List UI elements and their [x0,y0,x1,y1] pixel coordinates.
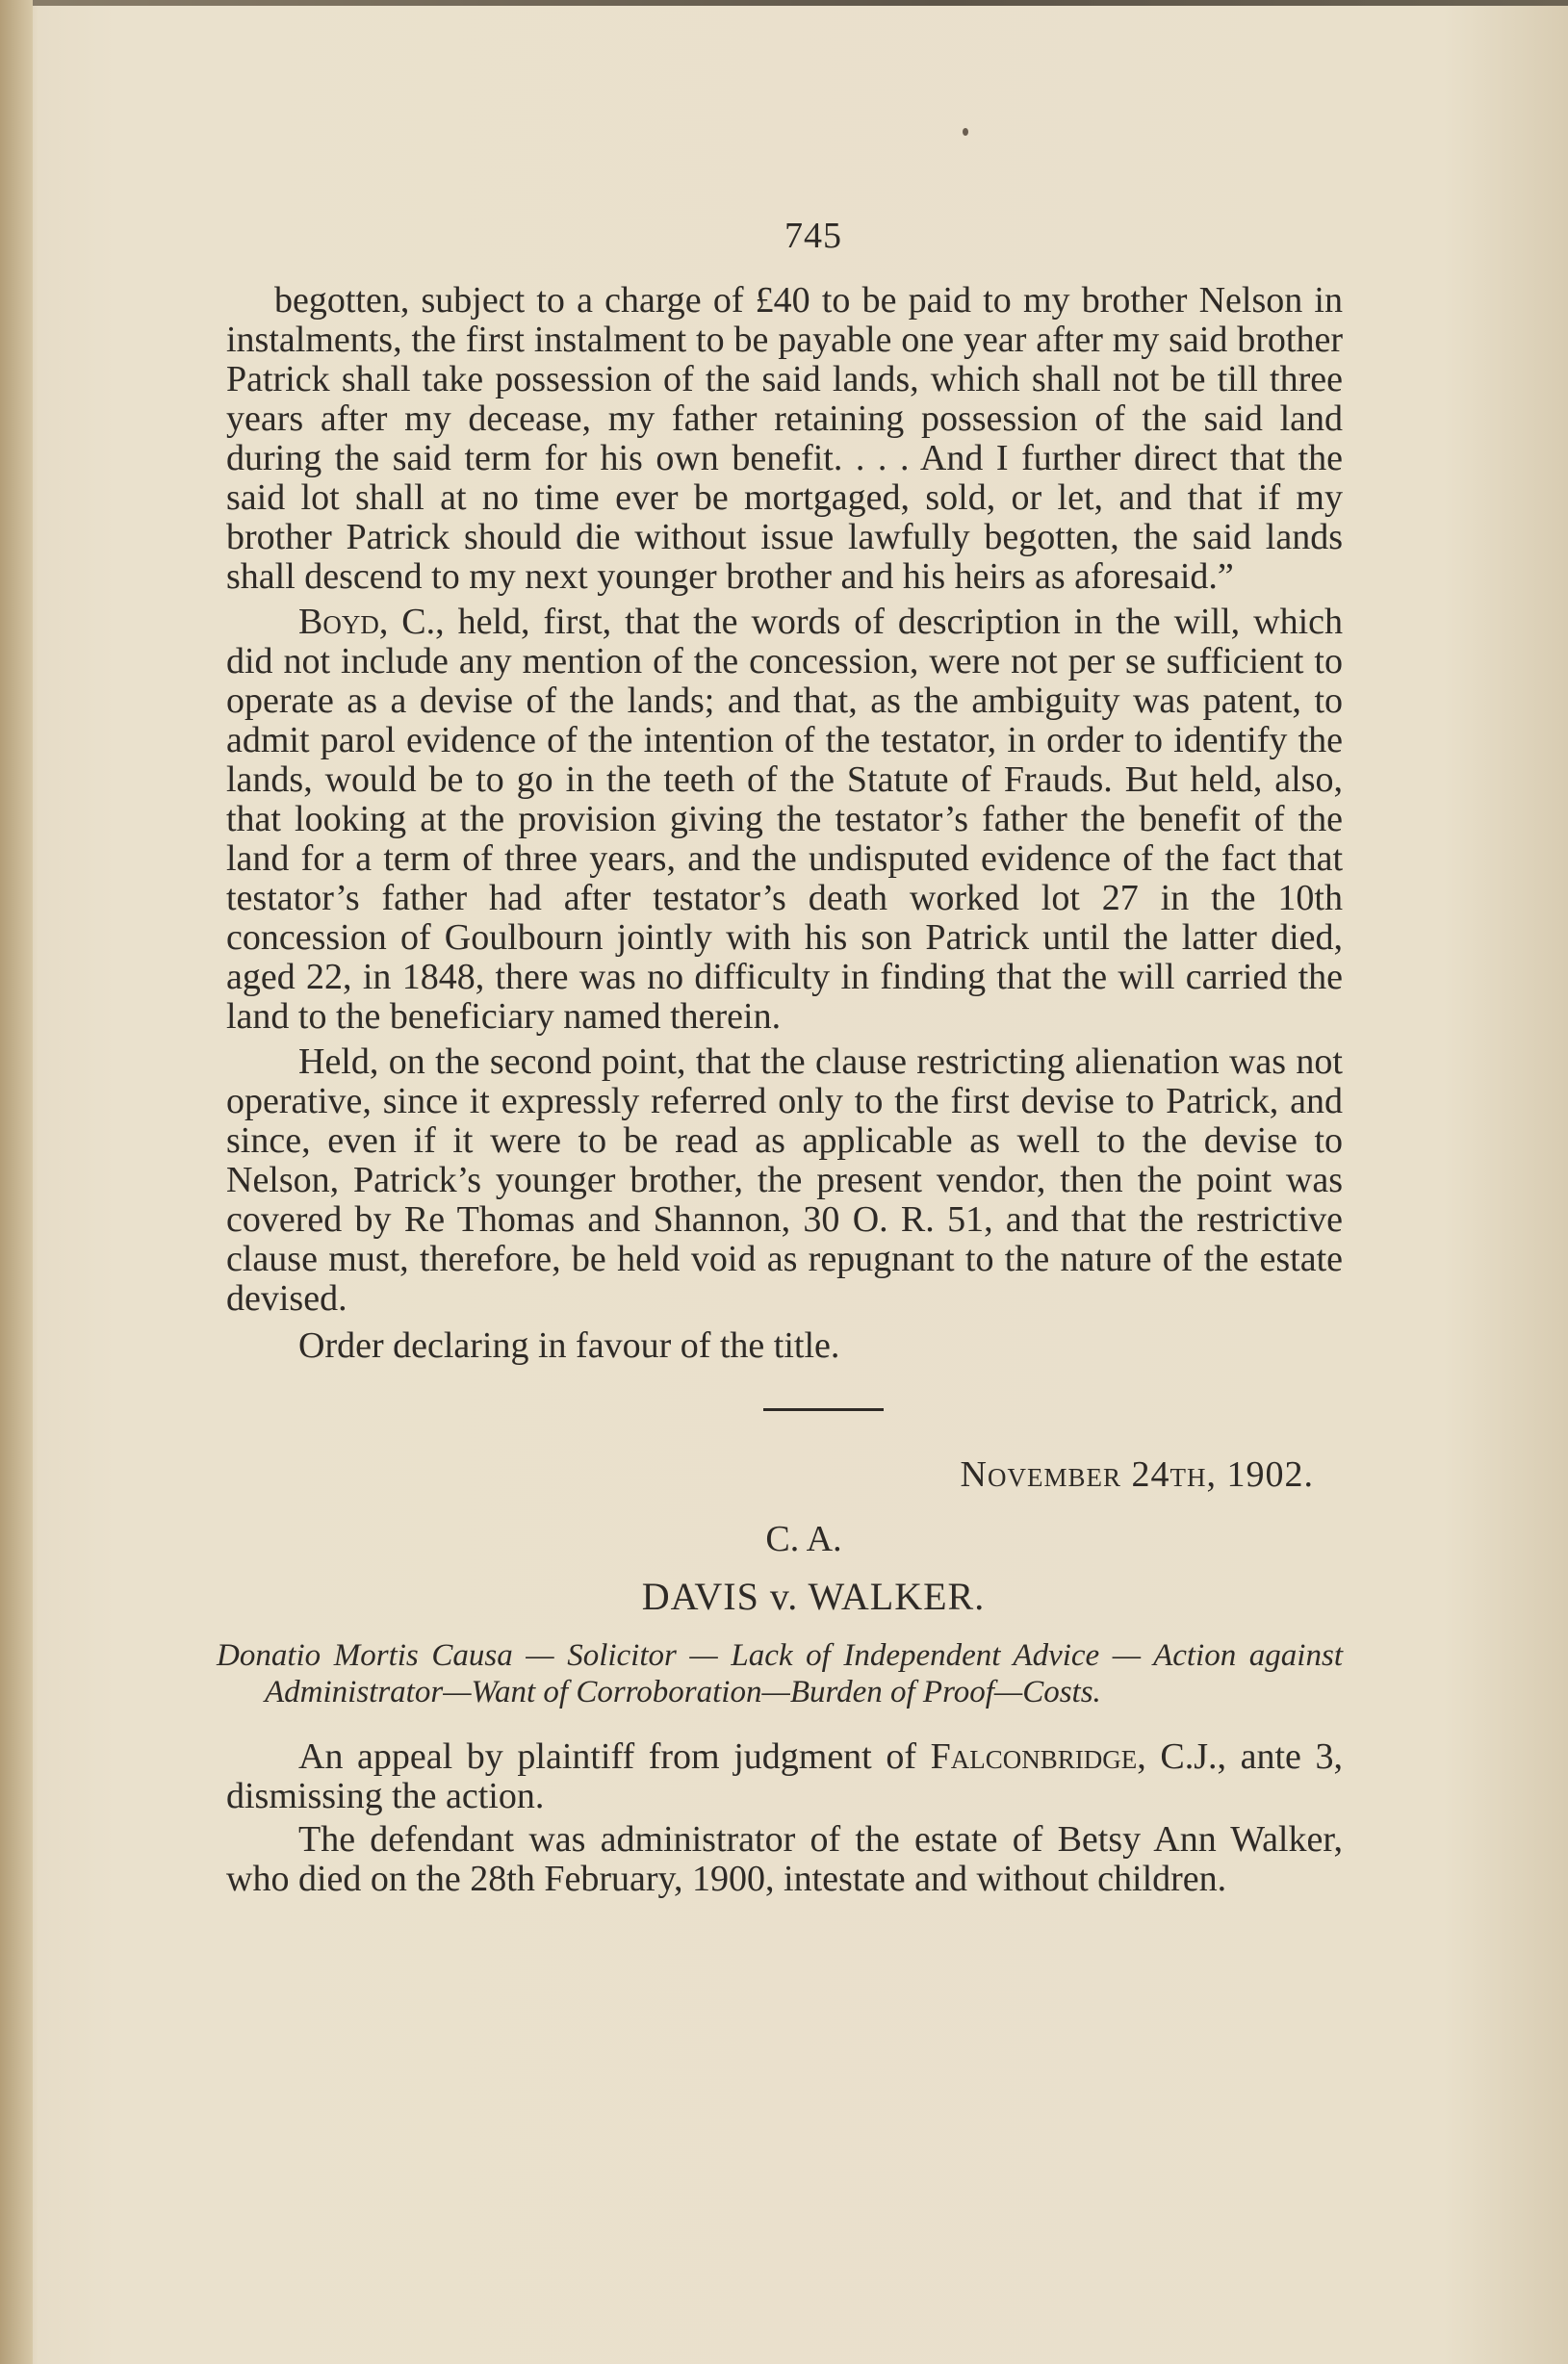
judge-name: Boyd, C., [298,602,445,642]
page-top-edge [0,0,1568,6]
case-headnote: Donatio Mortis Causa — Solicitor — Lack of Independent Advice — Action against Administrator—Want of Corroboration—Burden of Proof—Costs. [217,1638,1343,1709]
second-point-paragraph: Held, on the second point, that the clause restricting alienation was not operative, since it expressly referred only to the first devise to Patrick, and since, even if it were to be read as applicable as well to the devise to Nelson, Patrick’s younger brother, the present vendor, then the point was covered by Re Thomas and Shannon, 30 O. R. 51, and that the restrictive clause must, therefore, be held void as repugnant to the nature of the estate devised. [226,1041,1343,1319]
appeal-text-start: An appeal by plaintiff from judgment of [298,1736,931,1777]
section-divider [763,1408,884,1411]
will-quotation-paragraph: begotten, subject to a charge of £40 to be paid to my brother Nelson in instalments, the first instalment to be payable one year after my said brother Patrick shall take possession of the said lands, which shall not be till three years after my decease, my father retaining possession of the said land during the said term for his own benefit. . . . And I further direct that the said lot shall at no time ever be mortgaged, sold, or let, and that if my brother Patrick should die without issue lawfully begotten, the said lands shall descend to my next younger brother and his heirs as aforesaid.” [226,280,1343,597]
page-spine-shadow [0,0,33,2364]
ink-speck [963,128,968,136]
appeal-judge-name: Falconbridge, [930,1736,1146,1777]
appeal-text-end: C.J., ante 3, dismissing the action. [226,1736,1343,1816]
decision-date: November 24th, 1902. [960,1454,1314,1495]
boyd-holding-paragraph [226,603,1343,1037]
defendant-paragraph: The defendant was administrator of the estate of Betsy Ann Walker, who died on the 28th February, 1900, intestate and without children. [226,1819,1343,1899]
page-number: 745 [784,216,842,256]
boyd-holding-text: held, first, that the words of description in the will, which did not include any mention of the concession, were not per se sufficient to operate as a devise of the lands; and that, as the ambiguity was patent, to admit parol evidence of the intention of the testator, in order to identify the lands, would be to go in the teeth of the Statute of Frauds. But held, also, that looking at the provision giving the testator’s father the benefit of the land for a term of three years, and the undisputed evidence of the fact that testator’s father had after testator’s death worked lot 27 in the 10th concession of Goulbourn jointly with his son Patrick until the latter died, aged 22, in 1848, there was no difficulty in finding that the will carried the land to the beneficiary named therein. [226,602,1344,1037]
order-line: Order declaring in favour of the title. [298,1325,840,1366]
appeal-paragraph [226,1737,1343,1816]
page-text [217,216,1344,1899]
court-label: C. A. [765,1519,842,1559]
case-title: DAVIS v. WALKER. [641,1575,986,1618]
